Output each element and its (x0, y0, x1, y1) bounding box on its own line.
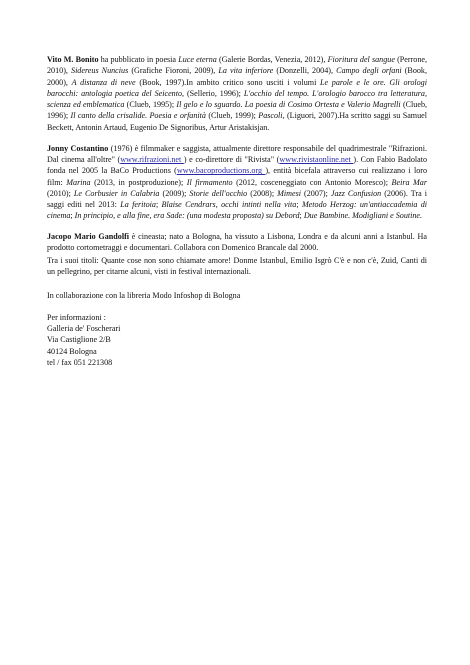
bio-fragment: (Perrone, 2010), (47, 55, 427, 76)
bio-fragment: (Clueb, 1996); (47, 100, 428, 121)
website-link[interactable]: www.bacoproductions.org (176, 166, 266, 176)
bio-fragment: ). Con Fabio Badolato fonda nel 2005 la BaCo Productions ( (47, 155, 428, 176)
author-name: Jonny Costantino (47, 143, 109, 153)
work-title: Storie dell'occhio (189, 188, 248, 198)
bio-fragment: ; (155, 200, 162, 209)
work-title: Jazz Confusion (330, 188, 382, 198)
bio-fragment: ; (70, 211, 75, 221)
bio-fragment: (2012, cosceneggiato con Antonio Moresco); (232, 177, 392, 187)
work-title: Marina (66, 177, 91, 187)
bio-fragment: , (Liguori, 2007).Ha scritto saggi su Samuel Beckett, Antonin Artaud, Eugenio De Signoribus, Artur Aristakisjan. (47, 111, 427, 132)
bio-fragment: (Book, 1997).In ambito critico sono usciti i volumi (135, 77, 321, 87)
bio-fragment: (1976) è filmmaker e saggista, attualmente direttore responsabile del quadrimestrale "Rifrazioni. Dal cinema all'oltre" ( (47, 143, 428, 164)
bio-fragment: , (Sellerio, 1996); (182, 88, 244, 98)
work-title: Le parole e le ore. Gli orologi barocchi: antologia poetica del Seicento (47, 77, 427, 98)
bio-fragment: ha pubblicato in poesia (98, 55, 179, 64)
bio-vito-bonito (47, 54, 427, 133)
bio-fragment: (2007); (300, 188, 331, 198)
films-note: Tra i suoi titoli: Quante cose non sono chiamate amore! Donme Istanbul, Emilio Isgrò C'è e non c'è, Zuid, Canti di un pellegrino, per citarne alcuni, visti in festival internazionali. (47, 256, 427, 277)
work-title: In principio, e alla fine, era Sade: (una modesta proposta) su Debord (74, 211, 300, 221)
bio-fragment: (Donzelli, 2004), (273, 66, 337, 76)
bio-fragment: (Clueb, 1995); (124, 100, 177, 109)
bio-fragment: (2008); (247, 188, 278, 198)
author-name: Jacopo Mario Gandolfi (47, 231, 130, 241)
bio-fragment: ), entità bicefala attraverso cui realizzano i loro film: (47, 166, 427, 187)
work-title: Metodo Herzog: un'antiaccademia di cinema (47, 200, 428, 221)
bio-fragment: ) e co-direttore di "Rivista" ( (183, 155, 280, 164)
contact-block (47, 312, 427, 368)
bio-text (47, 144, 427, 221)
bio-fragment: (Galerie Bordas, Venezia, 2012), (216, 55, 328, 64)
work-title: Il gelo e lo sguardo. La poesia di Cosimo Ortesta e Valerio Magrelli (176, 100, 401, 109)
bio-jonny-costantino (47, 143, 427, 222)
work-title: Blaise Cendrars, occhi intinti nella vita (161, 200, 297, 209)
bio-fragment: (2006). Tra i saggi editi nel 2013: (47, 188, 427, 209)
bio-fragment: (Grafiche Fioroni, 2009), (128, 66, 219, 76)
bio-fragment: (2013, in postproduzione); (90, 177, 187, 187)
work-title: Pascoli (258, 111, 283, 121)
contact-line: Via Castiglione 2/B (47, 335, 111, 345)
website-link[interactable]: www.rifrazioni.net (120, 155, 184, 164)
work-title: Campo degli orfani (336, 66, 402, 76)
bio-text (47, 55, 427, 132)
bio-fragment: ; (296, 200, 302, 209)
website-link[interactable]: www.rivistaonline.net (279, 155, 354, 164)
bio-fragment: (2010); (47, 188, 74, 198)
contact-heading: Per informazioni : (47, 312, 106, 322)
contact-line: Galleria de' Foscherari (47, 324, 121, 333)
work-title: Luce eterna (178, 55, 217, 64)
collaboration-note: In collaborazione con la libreria Modo Infoshop di Bologna (47, 290, 241, 300)
bio-fragment: ; (299, 211, 304, 221)
contact-line: tel / fax 051 221308 (47, 357, 113, 367)
work-title: Mimesi (277, 188, 301, 198)
work-title: La feritoia (120, 200, 156, 209)
bio-fragment: (2009); (159, 188, 190, 198)
work-title: A distanza di neve (71, 77, 136, 87)
work-title: Due Bambine. Modigliani e Soutine. (303, 211, 423, 221)
bio-fragment: è cineasta; nato a Bologna, ha vissuto a Lisbona, Londra e da alcuni anni a Istanbul. Ha prodotto cortometraggi e documentari. Collabora con Domenico Brancale dal 2000. (47, 231, 427, 252)
bio-jacopo-gandolfi (47, 231, 427, 254)
work-title: Le Corbusier in Calabria (73, 188, 160, 198)
work-title: Sidereus Nuncius (71, 66, 129, 76)
work-title: Fioritura del sangue (327, 55, 395, 64)
work-title: Il canto della crisalide. Poesia e orfanità (70, 111, 206, 121)
document-page (47, 54, 427, 368)
bio-fragment: (Clueb, 1999); (205, 111, 259, 121)
work-title: Beira Mar (391, 177, 427, 187)
author-name: Vito M. Bonito (47, 55, 99, 64)
work-title: La vita inferiore (218, 66, 274, 76)
work-title: Il firmamento (186, 177, 233, 187)
bio-fragment: (Book, 2000), (47, 66, 427, 87)
work-title: L'occhio del tempo. L'orologio barocco tra letteratura, scienza ed emblematica (47, 88, 427, 109)
contact-line: 40124 Bologna (47, 346, 97, 356)
